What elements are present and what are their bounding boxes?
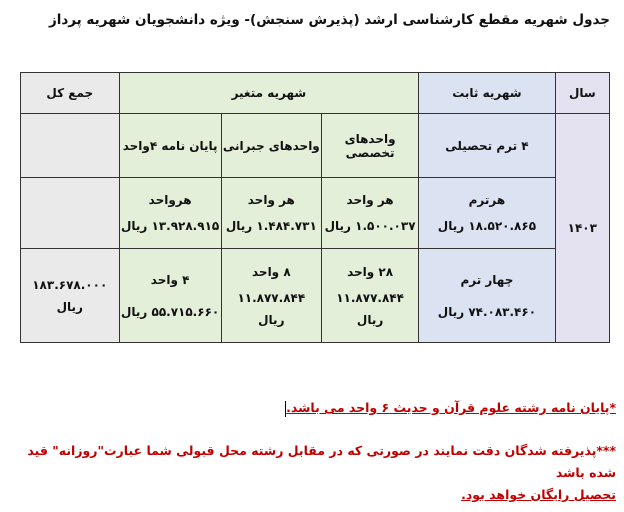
cell-label: هر واحد [247, 193, 295, 207]
cell-unit: ریال [258, 312, 285, 327]
compensatory-total-cell [221, 249, 321, 343]
cell-label: ۲۸ واحد [347, 264, 394, 279]
cell-value: ۱.۵۰۰.۰۳۷ ریال [324, 219, 416, 233]
cell-unit: ریال [356, 312, 384, 327]
subheader-compensatory-units: واحدهای جبرانی [221, 114, 321, 178]
cell-value: ۱۱.۸۷۷.۸۴۴ [336, 290, 404, 305]
cell-value: ۱۸.۵۲۰.۸۶۵ ریال [437, 219, 537, 233]
subheader-thesis: پایان نامه ۴واحد [119, 114, 221, 178]
cell-value: ۱۳.۹۲۸.۹۱۵ ریال [120, 219, 220, 233]
cell-value: ۵۵.۷۱۵.۶۶۰ ریال [120, 304, 220, 319]
thesis-total-cell [119, 249, 221, 343]
header-total: جمع کل [21, 73, 120, 114]
grand-total-cell [21, 249, 120, 343]
compensatory-per-unit-cell [221, 178, 321, 249]
cell-label: هرترم [468, 193, 506, 207]
note-text: *پایان نامه رشته علوم قرآن و حدیث ۶ واحد می باشد. [286, 400, 616, 415]
cell-label: ۴ واحد [150, 272, 190, 287]
cell-unit: ریال [56, 299, 83, 314]
header-year: سال [555, 73, 609, 114]
cell-label: هرواحد [148, 193, 192, 207]
fixed-four-terms-cell [419, 249, 555, 343]
specialized-per-unit-cell [321, 178, 418, 249]
note-line: ***پذیرفته شدگان دقت نمایند در صورتی که در مقابل رشته محل قبولی شما عبارت"روزانه" قید شده باشد [27, 443, 616, 480]
thesis-per-unit-cell [119, 178, 221, 249]
total-empty-cell [21, 178, 120, 249]
note-quran-thesis [20, 400, 616, 417]
cell-value: ۱.۴۸۴.۷۳۱ ریال [225, 219, 317, 233]
cell-value: ۱۸۳.۶۷۸.۰۰۰ [32, 277, 108, 292]
subheader-fixed-terms: ۴ ترم تحصیلی [419, 114, 555, 178]
cell-label: ۸ واحد [251, 264, 291, 279]
note-daytime-free [20, 440, 616, 506]
total-empty-cell [21, 114, 120, 178]
specialized-total-cell [321, 249, 418, 343]
cell-label: هر واحد [346, 193, 394, 207]
cell-value: ۱۱.۸۷۷.۸۴۴ [237, 290, 306, 305]
subheader-specialized-units: واحدهای تخصصی [321, 114, 418, 178]
header-variable-tuition: شهریه متغیر [119, 73, 419, 114]
fixed-per-term-cell [419, 178, 555, 249]
tuition-table [20, 72, 610, 343]
header-fixed-tuition: شهریه ثابت [419, 73, 555, 114]
note-line: تحصیل رایگان خواهد بود. [461, 487, 616, 502]
page-title: جدول شهریه مقطع کارشناسی ارشد (پذیرش سنجش)- ویژه دانشجویان شهریه پرداز [48, 12, 610, 28]
cell-value: ۷۴.۰۸۳.۴۶۰ ریال [437, 304, 537, 319]
cell-label: چهار ترم [460, 272, 514, 287]
year-cell: ۱۴۰۳ [555, 114, 609, 343]
